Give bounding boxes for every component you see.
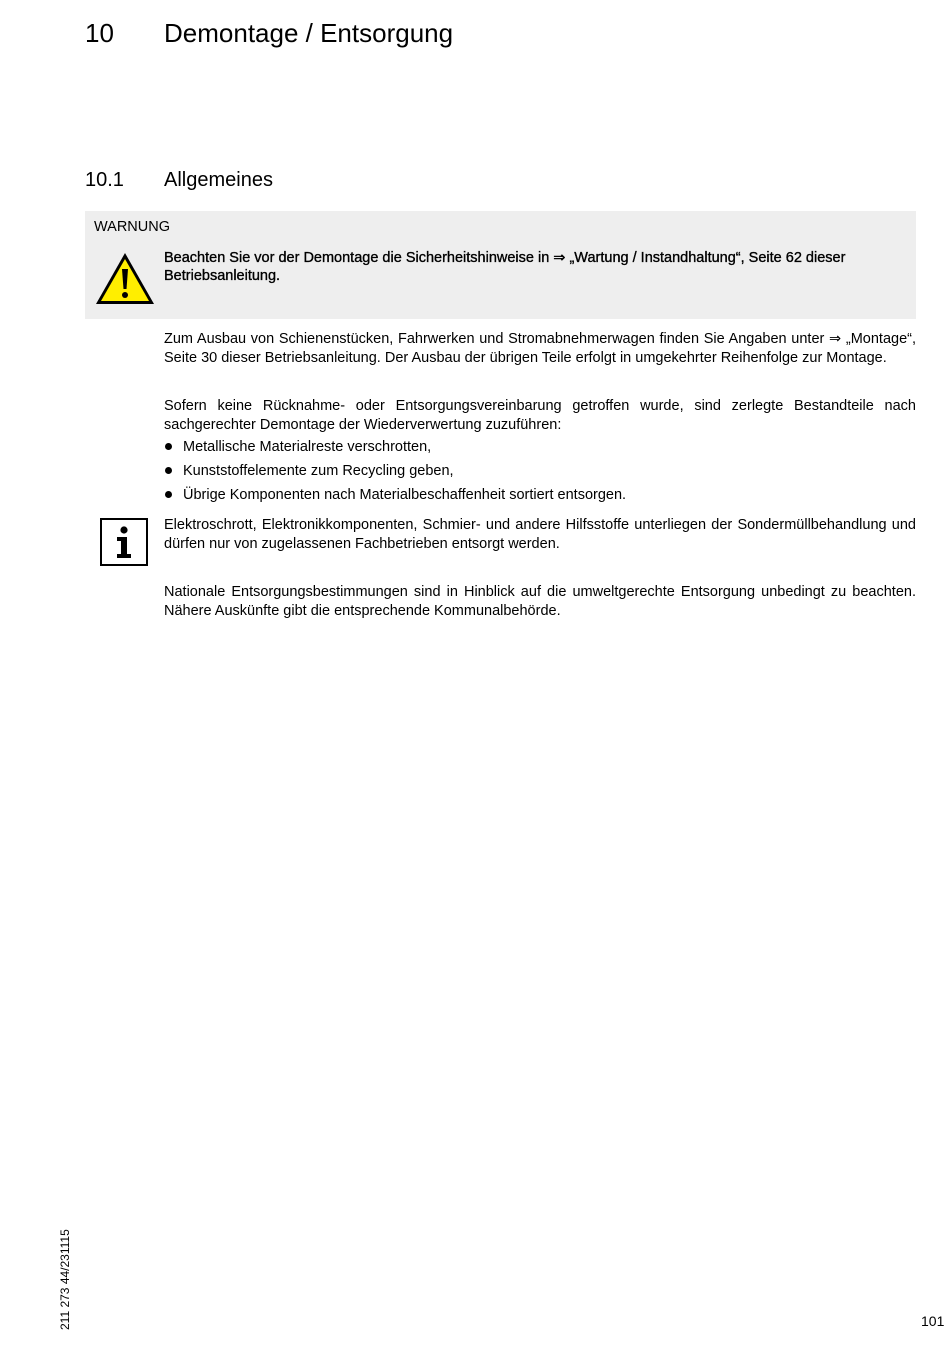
- chapter-title: Demontage / Entsorgung: [164, 18, 454, 48]
- warning-text: Beachten Sie vor der Demontage die Sicherheitshinweise in ⇒ „Wartung / Instandhaltung“, Seite 62 dieser Betriebsanleitung.: [164, 250, 846, 284]
- paragraph-recycling: Sofern keine Rücknahme- oder Entsorgungsvereinbarung getroffen wurde, sind zerlegte Bestandteile nach sachgerechter Demontage der Wiederverwertung zuzuführen:: [164, 398, 916, 433]
- page-number: 101: [921, 1313, 945, 1329]
- warning-box: [85, 211, 916, 319]
- recycling-list: [164, 438, 916, 510]
- list-item: [164, 438, 916, 462]
- warning-label: WARNUNG: [94, 219, 170, 235]
- paragraph-national-regulations: Nationale Entsorgungsbestimmungen sind in Hinblick auf die umweltgerechte Entsorgung unbedingt zu beachten. Nähere Auskünfte gibt die entsprechende Kommunalbehörde.: [164, 584, 916, 619]
- list-item: [164, 486, 916, 510]
- list-item-text: Übrige Komponenten nach Materialbeschaffenheit sortiert entsorgen.: [183, 487, 627, 503]
- warning-triangle-icon: [94, 251, 156, 306]
- bullet-icon: [165, 467, 172, 474]
- list-item-text: Kunststoffelemente zum Recycling geben,: [183, 463, 454, 479]
- info-icon: [100, 518, 148, 566]
- paragraph-hazardous-waste: Elektroschrott, Elektronikkomponenten, Schmier- und andere Hilfsstoffe unterliegen der Sondermüllbehandlung und dürfen nur von zugelassenen Fachbetrieben entsorgt werden.: [164, 517, 916, 552]
- chapter-number: 10: [85, 18, 114, 48]
- document-number: 211 273 44/231115: [58, 1229, 72, 1330]
- list-item-text: Metallische Materialreste verschrotten,: [183, 439, 432, 455]
- bullet-icon: [165, 443, 172, 450]
- bullet-icon: [165, 491, 172, 498]
- section-title: Allgemeines: [164, 169, 273, 191]
- list-item: [164, 462, 916, 486]
- paragraph-disassembly: Zum Ausbau von Schienenstücken, Fahrwerken und Stromabnehmerwagen finden Sie Angaben unter ⇒ „Montage“, Seite 30 dieser Betriebsanleitung. Der Ausbau der übrigen Teile erfolgt in umgekehrter Reihenfolge zur Montage.: [164, 331, 916, 366]
- section-number: 10.1: [85, 169, 124, 191]
